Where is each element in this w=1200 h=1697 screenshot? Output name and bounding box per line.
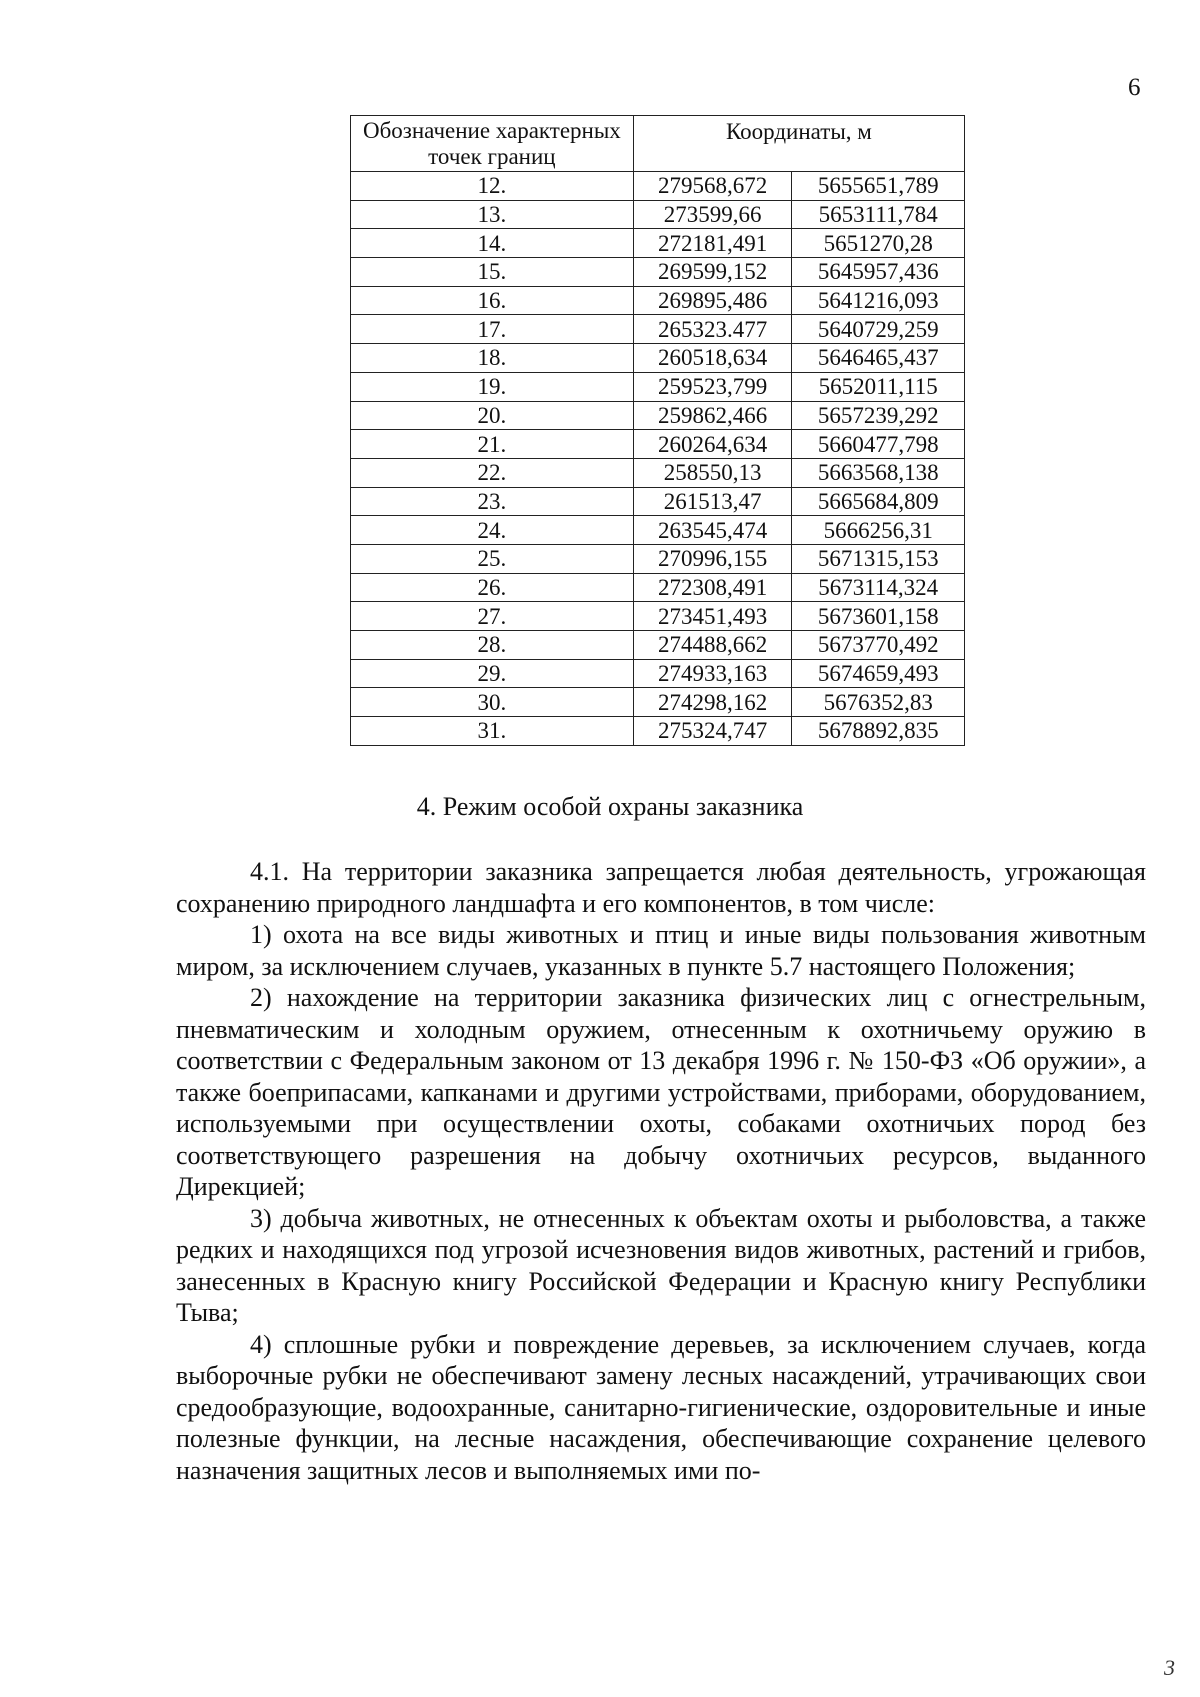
table-body [351,172,965,746]
header-points: Обозначение характерных точек границ [351,116,634,172]
table-row [351,315,965,344]
coord-x-cell: 261513,47 [633,487,792,516]
coord-x-cell: 272308,491 [633,573,792,602]
table-row [351,458,965,487]
coord-y-cell: 5673601,158 [792,602,965,631]
table-row [351,344,965,373]
coord-y-cell: 5673114,324 [792,573,965,602]
coord-x-cell: 258550,13 [633,458,792,487]
coord-y-cell: 5653111,784 [792,200,965,229]
coord-y-cell: 5671315,153 [792,544,965,573]
coord-x-cell: 265323.477 [633,315,792,344]
body-text [176,856,1146,1486]
coord-y-cell: 5663568,138 [792,458,965,487]
paragraph-item-1: 1) охота на все виды животных и птиц и иные виды пользования животным миром, за исключением случаев, указанных в пункте 5.7 настоящего Положения; [176,920,1146,981]
coord-x-cell: 269895,486 [633,286,792,315]
boundary-coordinates-table [350,115,965,746]
point-id-cell: 14. [351,229,634,258]
table-row [351,516,965,545]
coord-x-cell: 275324,747 [633,717,792,746]
table-header [351,116,965,172]
coord-y-cell: 5660477,798 [792,430,965,459]
point-id-cell: 26. [351,573,634,602]
point-id-cell: 17. [351,315,634,344]
table-row [351,172,965,201]
coord-y-cell: 5676352,83 [792,688,965,717]
coord-x-cell: 259862,466 [633,401,792,430]
coord-y-cell: 5657239,292 [792,401,965,430]
page-number: 6 [1128,74,1141,101]
coord-x-cell: 279568,672 [633,172,792,201]
section-title: 4. Режим особой охраны заказника [416,792,804,821]
coord-x-cell: 270996,155 [633,544,792,573]
table-row [351,200,965,229]
point-id-cell: 15. [351,258,634,287]
table-row [351,229,965,258]
point-id-cell: 31. [351,717,634,746]
coord-y-cell: 5678892,835 [792,717,965,746]
coord-y-cell: 5655651,789 [792,172,965,201]
table-header-row [351,116,965,172]
header-coordinates: Координаты, м [633,116,964,172]
table-row [351,286,965,315]
point-id-cell: 22. [351,458,634,487]
coord-y-cell: 5641216,093 [792,286,965,315]
point-id-cell: 20. [351,401,634,430]
coord-x-cell: 272181,491 [633,229,792,258]
point-id-cell: 21. [351,430,634,459]
coord-y-cell: 5652011,115 [792,372,965,401]
coord-x-cell: 273599,66 [633,200,792,229]
coord-x-cell: 260518,634 [633,344,792,373]
point-id-cell: 18. [351,344,634,373]
table-row [351,688,965,717]
point-id-cell: 19. [351,372,634,401]
coord-x-cell: 259523,799 [633,372,792,401]
point-id-cell: 28. [351,631,634,660]
coord-x-cell: 274488,662 [633,631,792,660]
coord-y-cell: 5666256,31 [792,516,965,545]
coord-y-cell: 5665684,809 [792,487,965,516]
table-row [351,430,965,459]
coord-x-cell: 274298,162 [633,688,792,717]
coord-x-cell: 273451,493 [633,602,792,631]
point-id-cell: 16. [351,286,634,315]
coord-x-cell: 269599,152 [633,258,792,287]
point-id-cell: 25. [351,544,634,573]
paragraph-4-1: 4.1. На территории заказника запрещается любая деятельность, угрожающая сохранению природного ландшафта и его компонентов, в том числе: [176,857,1146,918]
coord-x-cell: 274933,163 [633,659,792,688]
point-id-cell: 23. [351,487,634,516]
paragraph-item-4: 4) сплошные рубки и повреждение деревьев, за исключением случаев, когда выборочные рубки не обеспечивают замену лесных насаждений, утрачивающих свои средообразующие, водоохранные, санитарно-гигиенические, оздоровительные и иные полезные функции, на лесные насаждения, обеспечивающие сохранение целевого назначения защитных лесов и выполняемых ими по- [176,1329,1146,1485]
coord-y-cell: 5673770,492 [792,631,965,660]
table-row [351,573,965,602]
coord-x-cell: 263545,474 [633,516,792,545]
coord-y-cell: 5674659,493 [792,659,965,688]
coord-y-cell: 5645957,436 [792,258,965,287]
paragraph-item-2: 2) нахождение на территории заказника физических лиц с огнестрельным, пневматическим и холодным оружием, отнесенным к охотничьему оружию в соответствии с Федеральным законом от 13 декабря 1996 г. № 150-ФЗ «Об оружии», а также боеприпасами, капканами и другими устройствами, приборами, оборудованием, используемыми при осуществлении охоты, собаками охотничьих пород без соответствующего разрешения на добычу охотничьих ресурсов, выданного Дирекцией; [176,983,1146,1201]
point-id-cell: 24. [351,516,634,545]
table-row [351,659,965,688]
point-id-cell: 13. [351,200,634,229]
corner-handwritten-mark: 3 [1164,1655,1175,1680]
table-row [351,258,965,287]
point-id-cell: 29. [351,659,634,688]
table-row [351,487,965,516]
point-id-cell: 27. [351,602,634,631]
coord-y-cell: 5646465,437 [792,344,965,373]
coord-x-cell: 260264,634 [633,430,792,459]
table-row [351,602,965,631]
table-row [351,631,965,660]
table-row [351,717,965,746]
coord-y-cell: 5640729,259 [792,315,965,344]
coord-y-cell: 5651270,28 [792,229,965,258]
table-row [351,544,965,573]
paragraph-item-3: 3) добыча животных, не отнесенных к объектам охоты и рыболовства, а также редких и находящихся под угрозой исчезновения видов животных, растений и грибов, занесенных в Красную книгу Российской Федерации и Красную книгу Республики Тыва; [176,1203,1146,1327]
point-id-cell: 30. [351,688,634,717]
table-row [351,372,965,401]
point-id-cell: 12. [351,172,634,201]
table-row [351,401,965,430]
